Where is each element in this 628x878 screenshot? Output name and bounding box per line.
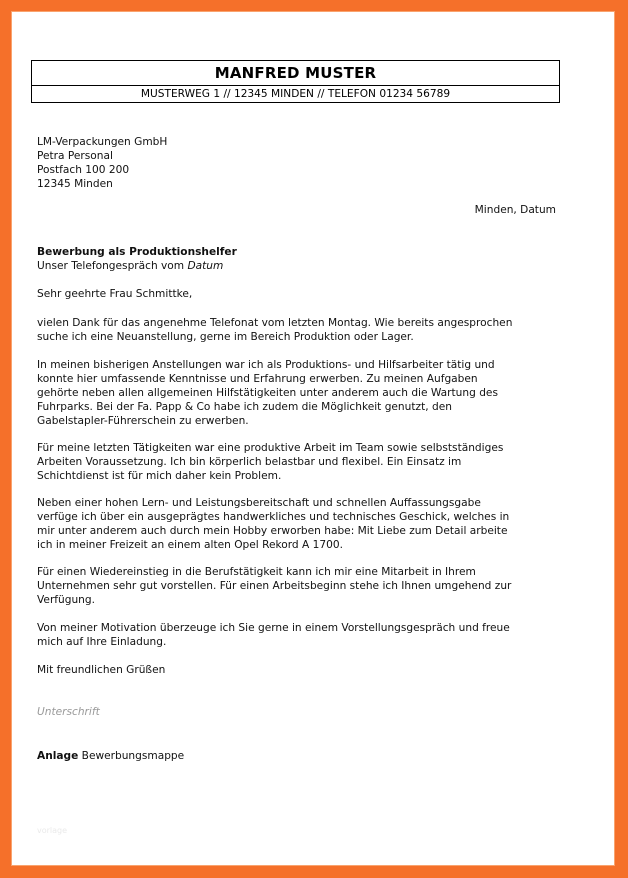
body-paragraph	[37, 565, 567, 607]
body-paragraph	[37, 441, 567, 483]
paragraph-line: konnte hier umfassende Kenntnisse und Erfahrung erwerben. Zu meinen Aufgaben	[37, 373, 478, 385]
reference-prefix: Unser Telefongespräch vom	[37, 260, 185, 272]
place-date: Minden, Datum	[474, 204, 556, 216]
paragraph-line: Für einen Wiedereinstieg in die Berufstätigkeit kann ich mir eine Mitarbeit in Ihrem	[37, 566, 476, 578]
paragraph-line: ich in meiner Freizeit an einem alten Opel Rekord A 1700.	[37, 539, 343, 551]
recipient-line: Postfach 100 200	[37, 164, 130, 176]
paragraph-line: mich auf Ihre Einladung.	[37, 636, 167, 648]
paragraph-line: Neben einer hohen Lern- und Leistungsbereitschaft und schnellen Auffassungsgabe	[37, 497, 481, 509]
body-paragraph	[37, 621, 567, 649]
salutation: Sehr geehrte Frau Schmittke,	[37, 288, 193, 300]
paragraph-line: Von meiner Motivation überzeuge ich Sie gerne in einem Vorstellungsgespräch und freue	[37, 622, 510, 634]
recipient-address	[37, 135, 167, 191]
subject-block	[37, 245, 237, 273]
body-paragraph	[37, 358, 567, 428]
faint-footer-text: vorlage	[37, 826, 68, 835]
reference-date: Datum	[187, 260, 224, 272]
paragraph-line: gehörte neben allen allgemeinen Hilfstätigkeiten unter anderem auch die Wartung des	[37, 387, 498, 399]
paragraph-line: Fuhrparks. Bei der Fa. Papp & Co habe ich zudem die Möglichkeit genutzt, den	[37, 401, 452, 413]
sender-address: MUSTERWEG 1 // 12345 MINDEN // TELEFON 01234 56789	[140, 88, 451, 100]
paragraph-line: vielen Dank für das angenehme Telefonat vom letzten Montag. Wie bereits angesprochen	[37, 317, 513, 329]
body-paragraph	[37, 316, 567, 344]
body-paragraph	[37, 496, 567, 552]
recipient-line: 12345 Minden	[37, 178, 113, 190]
subject-reference	[37, 259, 237, 273]
letterhead	[31, 60, 560, 103]
attachment-label: Anlage	[37, 750, 79, 762]
closing	[37, 663, 567, 677]
paragraph-line: Gabelstapler-Führerschein zu erwerben.	[37, 415, 249, 427]
subject-title: Bewerbung als Produktionshelfer	[37, 246, 237, 258]
paragraph-line: In meinen bisherigen Anstellungen war ich als Produktions- und Hilfsarbeiter tätig und	[37, 359, 495, 371]
paragraph-line: Schichtdienst ist für mich daher kein Problem.	[37, 470, 282, 482]
recipient-line: Petra Personal	[37, 150, 113, 162]
sender-name: MANFRED MUSTER	[32, 61, 559, 86]
letter-page	[11, 11, 615, 866]
paragraph-line: mir unter anderem auch durch mein Hobby erworben habe: Mit Liebe zum Detail arbeite	[37, 525, 508, 537]
paragraph-line: Arbeiten Voraussetzung. Ich bin körperlich belastbar und flexibel. Ein Einsatz im	[37, 456, 462, 468]
paragraph-line: Für meine letzten Tätigkeiten war eine produktive Arbeit im Team sowie selbstständiges	[37, 442, 504, 454]
signature: Unterschrift	[37, 706, 100, 718]
paragraph-line: Verfügung.	[37, 594, 95, 606]
paragraph-line: verfüge ich über ein ausgeprägtes handwerkliches und technisches Geschick, welches in	[37, 511, 510, 523]
attachment-value: Bewerbungsmappe	[81, 750, 185, 762]
closing-line: Mit freundlichen Grüßen	[37, 664, 166, 676]
recipient-line: LM-Verpackungen GmbH	[37, 136, 168, 148]
attachment	[37, 749, 184, 763]
paragraph-line: Unternehmen sehr gut vorstellen. Für einen Arbeitsbeginn stehe ich Ihnen umgehend zur	[37, 580, 512, 592]
paragraph-line: suche ich eine Neuanstellung, gerne im Bereich Produktion oder Lager.	[37, 331, 414, 343]
